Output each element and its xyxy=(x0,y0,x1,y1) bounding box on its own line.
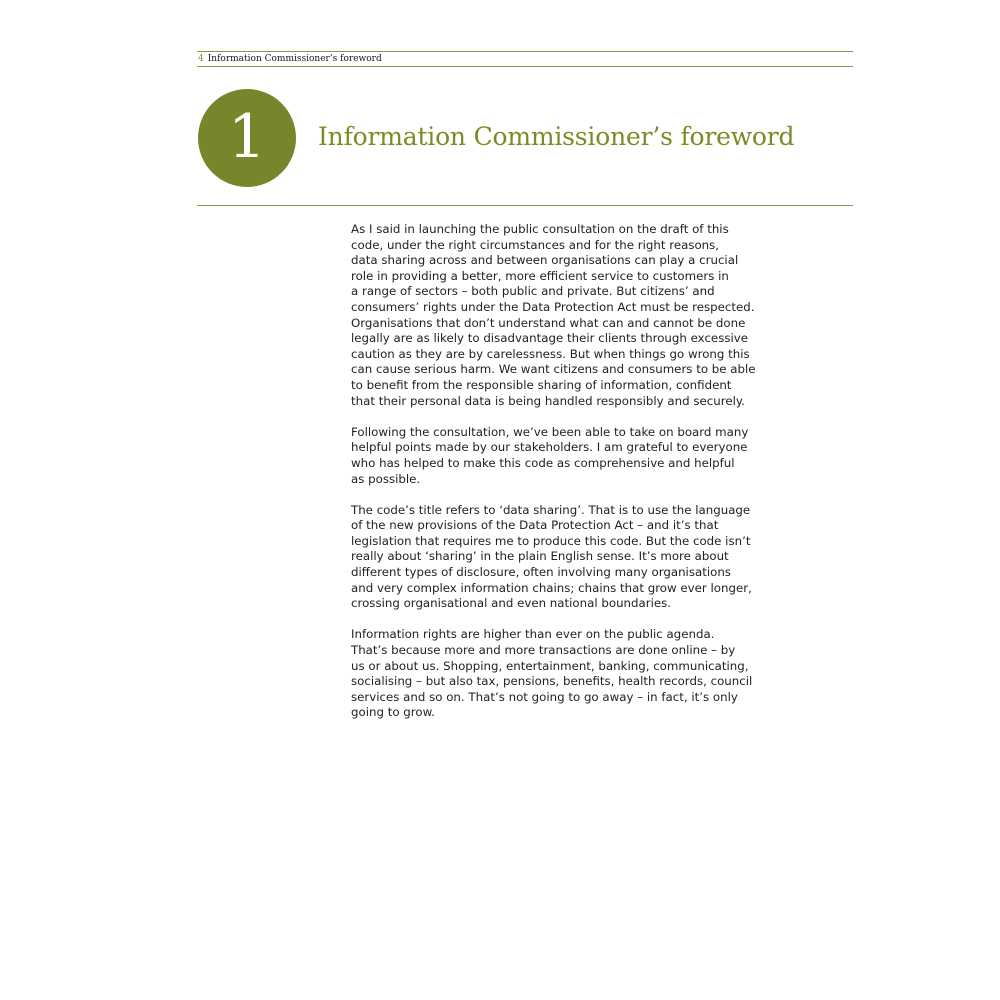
chapter-title: Information Commissioner’s foreword xyxy=(318,122,795,151)
text-line: us or about us. Shopping, entertainment, banking, communicating, xyxy=(351,658,749,673)
chapter-number-badge xyxy=(198,89,296,187)
text-line: Organisations that don’t understand what can and cannot be done xyxy=(351,315,746,330)
page-number: 4 xyxy=(198,54,204,64)
paragraph xyxy=(351,503,806,612)
text-line: socialising – but also tax, pensions, benefits, health records, council xyxy=(351,674,753,689)
text-line: really about ‘sharing’ in the plain English sense. It’s more about xyxy=(351,549,729,564)
text-line: legislation that requires me to produce this code. But the code isn’t xyxy=(351,533,751,548)
text-line: that their personal data is being handled responsibly and securely. xyxy=(351,393,745,408)
running-header-title: Information Commissioner’s foreword xyxy=(207,54,382,64)
paragraph xyxy=(351,222,806,409)
running-header xyxy=(198,53,382,65)
text-line: a range of sectors – both public and private. But citizens’ and xyxy=(351,284,715,299)
chapter-number: 1 xyxy=(227,101,267,172)
paragraph xyxy=(351,627,806,721)
text-line: services and so on. That’s not going to go away – in fact, it’s only xyxy=(351,689,738,704)
body-text xyxy=(351,222,806,737)
header-top-rule xyxy=(197,51,853,52)
text-line: of the new provisions of the Data Protection Act – and it’s that xyxy=(351,518,719,533)
chapter-divider-rule xyxy=(197,205,853,206)
paragraph xyxy=(351,425,806,487)
text-line: consumers’ rights under the Data Protection Act must be respected. xyxy=(351,299,755,314)
text-line: crossing organisational and even national boundaries. xyxy=(351,596,672,611)
text-line: As I said in launching the public consultation on the draft of this xyxy=(351,222,729,236)
text-line: as possible. xyxy=(351,471,421,486)
text-line: legally are as likely to disadvantage their clients through excessive xyxy=(351,331,748,346)
header-bottom-rule xyxy=(197,66,853,67)
text-line: can cause serious harm. We want citizens and consumers to be able xyxy=(351,362,756,377)
text-line: and very complex information chains; chains that grow ever longer, xyxy=(351,580,752,595)
text-line: to benefit from the responsible sharing of information, confident xyxy=(351,377,732,392)
text-line: different types of disclosure, often involving many organisations xyxy=(351,565,731,580)
text-line: code, under the right circumstances and for the right reasons, xyxy=(351,237,720,252)
text-line: who has helped to make this code as comprehensive and helpful xyxy=(351,455,735,470)
text-line: going to grow. xyxy=(351,705,435,720)
text-line: That’s because more and more transactions are done online – by xyxy=(351,643,736,658)
text-line: caution as they are by carelessness. But when things go wrong this xyxy=(351,346,750,361)
text-line: data sharing across and between organisations can play a crucial xyxy=(351,253,739,268)
text-line: Following the consultation, we’ve been able to take on board many xyxy=(351,424,749,439)
text-line: Information rights are higher than ever on the public agenda. xyxy=(351,627,715,642)
text-line: The code’s title refers to ‘data sharing’. That is to use the language xyxy=(351,502,751,517)
text-line: helpful points made by our stakeholders. I am grateful to everyone xyxy=(351,440,748,455)
text-line: role in providing a better, more efficient service to customers in xyxy=(351,268,729,283)
